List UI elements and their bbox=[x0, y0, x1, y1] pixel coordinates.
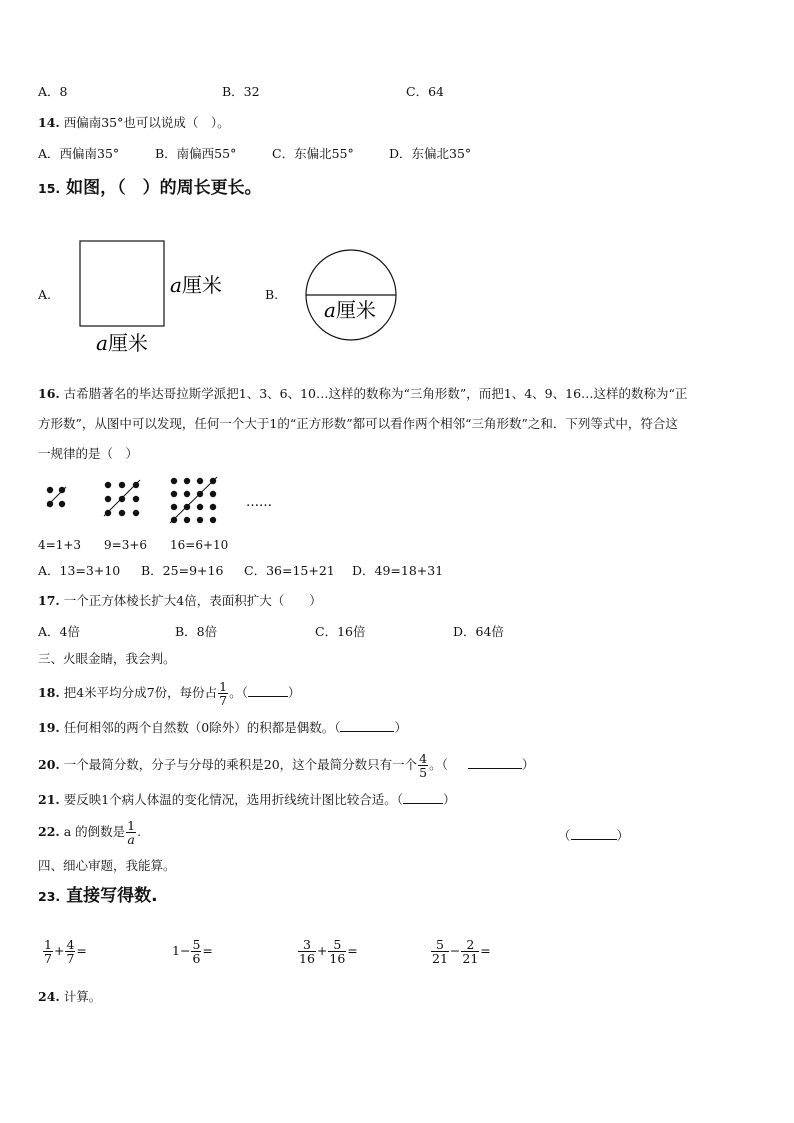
q17-number: 17. bbox=[38, 593, 60, 608]
q16-option-a: A．13=3+10 bbox=[38, 563, 121, 578]
q22-answer-blank[interactable] bbox=[571, 827, 617, 840]
q15-option-b-label: B. bbox=[265, 287, 279, 302]
q16-caption-2: 9=3+6 bbox=[104, 538, 148, 552]
q16-line-1 bbox=[38, 386, 687, 402]
q13-option-c: C．64 bbox=[406, 84, 444, 99]
square-number-4-pattern bbox=[47, 487, 66, 507]
q19-text: 任何相邻的两个自然数（0除外）的积都是偶数。（ bbox=[63, 720, 341, 735]
q13-option-b: B．32 bbox=[222, 84, 260, 99]
q19-answer-blank[interactable] bbox=[340, 719, 394, 732]
q15-number: 15. bbox=[38, 181, 61, 196]
q14-option-d: D．东偏北35° bbox=[389, 146, 472, 161]
q22-number: 22. bbox=[38, 824, 60, 839]
diameter-label: a厘米 bbox=[324, 298, 376, 322]
q21-number: 21. bbox=[38, 792, 60, 807]
q20-number: 20. bbox=[38, 757, 60, 772]
q15-option-a-label: A. bbox=[38, 287, 52, 302]
q16-option-d: D．49=18+31 bbox=[352, 563, 444, 578]
q24-stem bbox=[38, 989, 101, 1005]
section-3-heading: 三、火眼金睛，我会判。 bbox=[38, 651, 176, 666]
square-side-label: a厘米 bbox=[170, 273, 222, 297]
q15-square-figure bbox=[74, 236, 234, 358]
q18-fraction: $\frac{1}{7}$ bbox=[219, 679, 228, 708]
q18-text: 把4米平均分成7份，每份占 bbox=[63, 685, 218, 700]
q24-number: 24. bbox=[38, 989, 60, 1004]
q22-stem: 22. a 的倒数是 $\frac{1}{a}$ . bbox=[38, 818, 142, 847]
q17-option-c: C．16倍 bbox=[315, 624, 366, 639]
q14-option-b: B．南偏西55° bbox=[155, 146, 237, 161]
q18-number: 18. bbox=[38, 685, 60, 700]
q17-text: 一个正方体棱长扩大4倍，表面积扩大（ ） bbox=[63, 593, 322, 608]
q16-line-2: 方形数”，从图中可以发现，任何一个大于1的“正方形数”都可以看作两个相邻“三角形数”之和．下列等式中，符合这 bbox=[38, 416, 678, 431]
square-number-9-pattern bbox=[104, 480, 140, 516]
q23-expression-4: $\frac{5}{21}$ − $\frac{2}{21}$ = bbox=[432, 937, 491, 966]
q14-option-a: A．西偏南35° bbox=[38, 146, 120, 161]
q13-option-a: A．8 bbox=[38, 84, 68, 99]
q16-number: 16. bbox=[38, 386, 60, 401]
q23-expression-1: $\frac{1}{7}$ + $\frac{4}{7}$ = bbox=[44, 937, 87, 966]
q14-option-c: C．东偏北55° bbox=[272, 146, 354, 161]
q17-stem bbox=[38, 593, 322, 609]
q23-expression-3: $\frac{3}{16}$ + $\frac{5}{16}$ = bbox=[299, 937, 358, 966]
q20-text: 一个最简分数，分子与分母的乘积是20，这个最简分数只有一个 bbox=[63, 757, 418, 772]
q21-text: 要反映1个病人体温的变化情况，选用折线统计图比较合适。（ bbox=[63, 792, 403, 807]
q16-caption-3: 16=6+10 bbox=[170, 538, 229, 552]
square-shape bbox=[80, 241, 164, 326]
q21-answer-blank[interactable] bbox=[403, 791, 443, 804]
q20-stem: 20. 一个最简分数，分子与分母的乘积是20，这个最简分数只有一个 $\frac{4}{5}$ 。（ ） bbox=[38, 751, 535, 780]
q16-dot-patterns bbox=[40, 476, 280, 526]
q16-caption-1: 4=1+3 bbox=[38, 538, 82, 552]
q18-stem: 18. 把4米平均分成7份，每份占 $\frac{1}{7}$ 。（ ） bbox=[38, 679, 301, 708]
q23-stem bbox=[38, 888, 158, 905]
q23-expression-2: 1− $\frac{5}{6}$ = bbox=[172, 937, 213, 966]
q14-stem bbox=[38, 115, 230, 131]
q20-answer-blank[interactable] bbox=[468, 756, 522, 769]
square-number-16-pattern bbox=[170, 477, 217, 523]
q16-text-1: 古希腊著名的毕达哥拉斯学派把1、3、6、10…这样的数称为“三角形数”，而把1、4、9、16…这样的数称为“正 bbox=[63, 386, 688, 401]
q20-fraction: $\frac{4}{5}$ bbox=[419, 751, 428, 780]
q17-option-d: D．64倍 bbox=[453, 624, 504, 639]
q16-line-3: 一规律的是（ ） bbox=[38, 446, 139, 461]
q22-answer: （ ） bbox=[558, 828, 630, 843]
q17-option-a: A．4倍 bbox=[38, 624, 80, 639]
q16-option-b: B．25=9+16 bbox=[141, 563, 224, 578]
q23-number: 23. bbox=[38, 889, 61, 904]
pattern-ellipsis: …… bbox=[246, 495, 272, 510]
q21-stem: 21. 要反映1个病人体温的变化情况，选用折线统计图比较合适。（ ） bbox=[38, 792, 456, 807]
q17-option-b: B．8倍 bbox=[175, 624, 218, 639]
q23-text: 直接写得数. bbox=[66, 886, 158, 906]
q18-answer-blank[interactable] bbox=[248, 684, 288, 697]
q15-stem bbox=[38, 180, 262, 197]
q15-text: 如图，（ ）的周长更长。 bbox=[66, 178, 262, 198]
q14-number: 14. bbox=[38, 115, 60, 130]
q14-text: 西偏南35°也可以说成（ ）。 bbox=[63, 115, 230, 130]
section-4-heading: 四、细心审题，我能算。 bbox=[38, 858, 176, 873]
q16-option-c: C．36=15+21 bbox=[244, 563, 335, 578]
q22-text: a 的倒数是 bbox=[63, 824, 126, 839]
q19-stem: 19. 任何相邻的两个自然数（0除外）的积都是偶数。（ ） bbox=[38, 720, 407, 735]
q22-fraction: $\frac{1}{a}$ bbox=[127, 818, 136, 847]
q19-number: 19. bbox=[38, 720, 60, 735]
square-bottom-label: a厘米 bbox=[96, 331, 148, 355]
q24-text: 计算。 bbox=[63, 989, 102, 1004]
q15-circle-figure bbox=[302, 246, 402, 346]
